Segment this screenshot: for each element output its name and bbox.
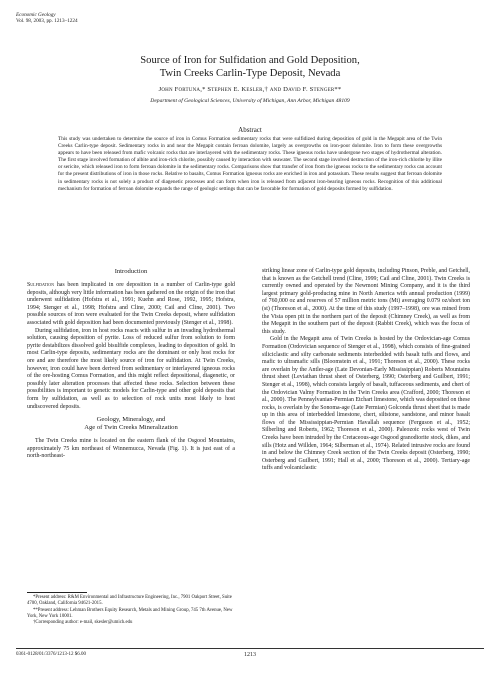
right-column: [262, 268, 470, 473]
geology-heading-line-2: Age of Twin Creeks Mineralization: [84, 424, 178, 432]
title-line-2: Twin Creeks Carlin-Type Deposit, Nevada: [159, 68, 341, 79]
journal-header: [16, 12, 78, 24]
journal-volume: Vol. 98, 2003, pp. 1213–1224: [16, 18, 78, 25]
footnote-3: †Corresponding author: e-mail, skesler@umich.edu: [33, 620, 133, 625]
footnote-2: **Present address: Lehman Brothers Equity Research, Metals and Mining Group, 745 7th Avenue, New York, New York 10001.: [27, 607, 233, 619]
left-column: [27, 268, 235, 461]
abstract-heading: Abstract: [238, 126, 262, 134]
geology-paragraph-1: The Twin Creeks mine is located on the eastern flank of the Osgood Mountains, approximately 75 km northeast of Winnemucca, Nevada (Fig. 1). It is just east of a north-northeast-: [27, 438, 235, 460]
intro-paragraph-1: [27, 282, 235, 328]
intro-paragraph-2: During sulfidation, iron in host rocks reacts with sulfur in an invading hydrothermal solution, causing deposition of pyrite. Loss of reduced sulfur from solution to form pyrite destabilizes dissolved gold bisulfide complexes, leading to deposition of gold. In most Carlin-type deposits, sedimentary rocks are the dominant or only host rocks for ore and are therefore the most likely source of iron for sulfidation. At Twin Creeks, however, iron could have been derived from sedimentary or interlayered igneous rocks of the ore-hosting Comus Formation, and this might reflect depositional, diagenetic, or possibly later alteration processes that affected these rocks. Selection between these possibilities is important to genetic models for Carlin-type and other gold deposits that form by sulfidation, as well as to selection of rock units most likely to host undiscovered deposits.: [27, 327, 235, 410]
footer-code: 0361-0128/01/3376/1213-12 $6.00: [16, 652, 86, 657]
title-line-1: Source of Iron for Sulfidation and Gold Deposition,: [140, 55, 360, 66]
footnote-1: *Present address: R&M Environmental and Infrastructure Engineering, Inc., 7901 Oakport Street, Suite 4700, Oakland, California 94621-2015.: [27, 595, 232, 606]
intro-paragraph-1-text: has been implicated in ore deposition in a number of Carlin-type gold deposits, although very little information has been gathered on the origin of the iron that underwent sulfidation (Hofstra et al., 1991; Kuehn and Rose, 1992, 1995; Hofstra, 1994; Stenger et al., 1998; Hofstra and Cline, 2000; Cail and Cline, 2001). Two possible sources of iron were evaluated for the Twin Creeks deposit, where sulfidation associated with gold deposition had been documented previously (Stenger et al., 1998).: [27, 282, 235, 326]
paper-title: [40, 54, 460, 80]
footnotes: [27, 595, 235, 627]
affiliation: Department of Geological Sciences, University of Michigan, Ann Arbor, Michigan 48109: [150, 98, 350, 104]
right-paragraph-2: Gold in the Megapit area of Twin Creeks is hosted by the Ordovician-age Comus Formation (Ordovician sequence of Stenger et al., 1998), which consists of fine-grained siliciclastic and silty carbonate sediments interbedded with basalt tuffs and flows, and mafic to ultramafic sills (Bloomstein et al., 1991; Thoreson et al., 2000). These rocks are overlain by the Antler-age (Late Devonian-Early Mississippian) Roberts Mountains thrust sheet (Leviathan thrust sheet of Osterberg, 1990; Osterberg and Guilbert, 1991; Stenger et al., 1998), which consists largely of basalt, tuffaceous sediments, and chert of the Ordovician Valmy Formation in the Twin Creeks area (Crafford, 2000; Thoreson et al., 2000). The Pennsylvanian-Permian Etchart limestone, which was deposited on these rocks, is overlain by the Sonoma-age (Late Permian) Golconda thrust sheet that is made up in this area of interbedded limestone, chert, siltstone, sandstone, and minor basalt flows of the Mississippian-Permian Havallah sequence (Ferguson et al., 1952; Silberling and Roberts, 1962; Thoreson et al., 2000). Paleozoic rocks west of Twin Creeks have been intruded by the Cretaceous-age Osgood granodiorite stock, dikes, and sills (Hotz and Willden, 1964; Silberman et al., 1974). Related intrusive rocks are found in and below the Chimney Creek section of the Twin Creeks deposit (Osterberg, 1990; Osterberg and Guilbert, 1991; Hall et al., 2000; Thoreson et al., 2000). Tertiary-age tuffs and volcaniclastic: [262, 336, 470, 472]
section-heading-introduction: Introduction: [114, 268, 148, 275]
author-list: John Fortuna,* Stephen E. Kesler,† and David F. Stenger**: [158, 86, 342, 93]
journal-name: Economic Geology: [16, 12, 56, 18]
page-number: 1213: [244, 652, 256, 658]
intro-lead-word: Sulfidation: [27, 282, 55, 288]
section-heading-geology: [27, 416, 235, 432]
footnote-divider: [27, 592, 87, 593]
right-paragraph-1: striking linear zone of Carlin-type gold deposits, including Pinson, Preble, and Getchell, that is known as the Getchell trend (Cline, 1999; Cail and Cline, 2001). Twin Creeks is currently owned and operated by the Newmont Mining Company, and it is the third largest primary gold-producing mine in North America with annual production (1999) of 760,000 oz and reserves of 57 million metric tons (Mt) averaging 0.079 oz/short ton (st) (Thoreson et al., 2000). At the time of this study (1997–1998), ore was mined from the Vista open pit in the northern part of the deposit (Chimney Creek), as well as from the Megapit in the southern part of the deposit (Rabbit Creek), which was the focus of this study.: [262, 268, 470, 335]
abstract-text: This study was undertaken to determine the source of iron in Comus Formation sedimentary rocks that were sulfidized during deposition of gold in the Megapit area of the Twin Creeks Carlin-type deposit. Sedimentary rocks in and near the Megapit contain ferroan dolomite, largely as overgrowths on iron-poor dolomite. Iron to form these overgrowths appears to have been released from mafic volcanic rocks that are interlayered with the sedimentary rocks. These igneous rocks have undergone two stages of hydrothermal alteration. The first stage involved formation of albite and iron-rich chlorite, possibly caused by interaction with seawater. The second stage involved destruction of the iron-rich chlorite by illite or sericite, which released iron to form ferroan dolomite in the sedimentary rocks. Comparisons show that transfer of iron from the igneous rocks to the sedimentary rocks can account for the present distributions of iron in those rocks. Relative to basalts, Comus Formation igneous rocks are enriched in iron and potassium. These results suggest that ferroan dolomite in sedimentary rocks is not solely a product of diagenetic processes and can form when iron is released from adjacent iron-bearing igneous rocks. Recognition of this additional mechanism for formation of ferroan dolomite expands the range of geologic settings that can be favorable for formation of gold deposits formed by sulfidation.: [58, 136, 443, 192]
geology-heading-line-1: Geology, Mineralogy, and: [96, 416, 166, 424]
footer-divider: [16, 648, 484, 649]
